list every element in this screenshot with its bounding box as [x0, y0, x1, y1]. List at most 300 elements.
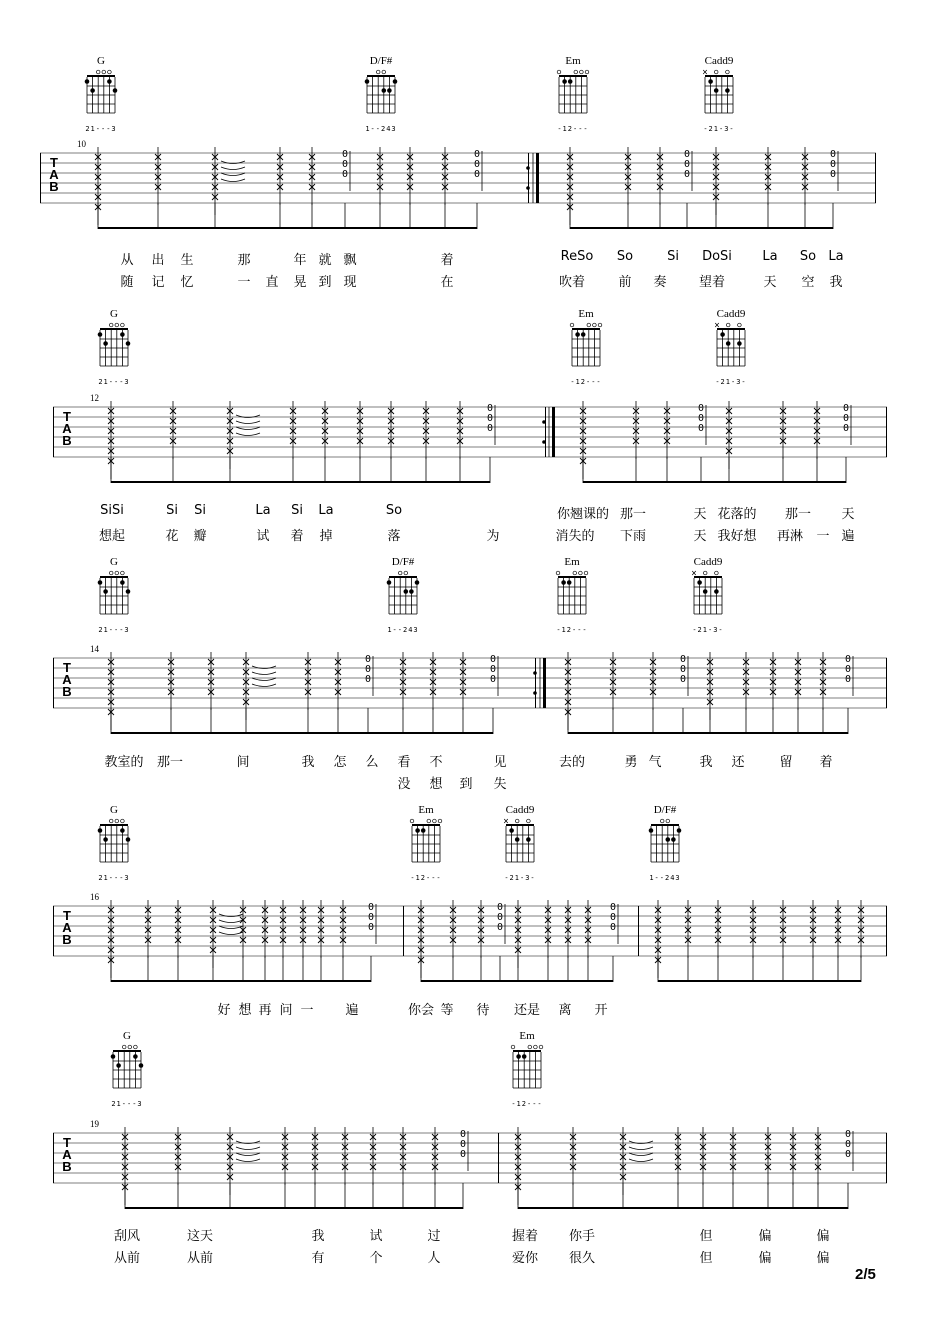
- lyric-word: 想起: [98, 529, 126, 544]
- chord-fingering: -12---: [556, 626, 588, 634]
- lyric-word: 再淋: [776, 529, 804, 544]
- lyric-word: 吹着: [558, 275, 586, 290]
- tab-beat: [814, 401, 820, 459]
- lyric-word: 着: [819, 755, 833, 770]
- tab-beat: [835, 900, 841, 958]
- tab-beat: [820, 652, 826, 710]
- lyric-word: 记: [151, 275, 165, 290]
- svg-text:0: 0: [844, 1129, 852, 1140]
- lyric-word: 见: [493, 755, 507, 770]
- lyric-word: 你手: [568, 1229, 596, 1244]
- lyric-word: 你翘课的: [556, 507, 610, 522]
- lyric-word: 一: [816, 529, 830, 544]
- tab-staff-svg: [53, 898, 887, 988]
- svg-text:0: 0: [679, 674, 687, 685]
- lyric-word: 从前: [113, 1251, 141, 1266]
- tab-beat: [442, 147, 448, 205]
- tab-beat: [342, 1127, 348, 1185]
- tab-beat: [497, 902, 505, 944]
- tab-beat: [684, 149, 692, 191]
- tab-beat: [370, 1127, 376, 1185]
- tab-beat: [610, 902, 618, 944]
- lyrics-line-1: [0, 1225, 942, 1243]
- lyric-word: SiSi: [100, 503, 124, 518]
- svg-text:0: 0: [364, 674, 372, 685]
- chord-name: Cadd9: [505, 804, 535, 816]
- lyric-word: 随: [120, 275, 134, 290]
- lyric-word: So: [799, 249, 817, 264]
- tab-beat: [280, 900, 286, 958]
- lyric-word: 勇: [624, 755, 638, 770]
- tab-beat: [175, 900, 181, 958]
- lyric-word: La: [318, 503, 334, 518]
- chord-grid: [701, 67, 737, 123]
- tab-beat: [377, 147, 383, 205]
- tab-staff-svg: [53, 650, 887, 740]
- lyric-word: 下雨: [619, 529, 647, 544]
- tab-beat: [277, 147, 283, 205]
- lyric-word: 花落的: [717, 507, 757, 522]
- tab-beat: [490, 654, 498, 696]
- tab-beat: [545, 900, 551, 958]
- svg-text:0: 0: [459, 1129, 467, 1140]
- tab-beat: [450, 900, 456, 958]
- tab-beat: [322, 401, 328, 459]
- tab-beat: [430, 652, 436, 710]
- tab-beat: [675, 1127, 681, 1185]
- lyric-word: 到: [459, 777, 473, 792]
- tab-beat: [633, 401, 639, 459]
- tab-clef-letter: B: [62, 433, 72, 448]
- tab-clef-letter: B: [62, 1159, 72, 1174]
- tab-beat: [208, 652, 214, 710]
- lyric-word: So: [385, 503, 403, 518]
- lyric-word: 怎: [333, 755, 347, 770]
- svg-text:0: 0: [679, 664, 687, 675]
- lyric-word: 还: [731, 755, 745, 770]
- tab-beat: [282, 1127, 288, 1185]
- svg-text:0: 0: [364, 654, 372, 665]
- lyric-word: 从前: [186, 1251, 214, 1266]
- lyric-word: 待: [476, 1003, 490, 1018]
- tab-staff: [53, 898, 887, 988]
- chord-fingering: 21---3: [85, 125, 117, 133]
- tab-beat: [478, 900, 484, 958]
- chord-grid: [363, 67, 399, 123]
- chord-fingering: 21---3: [98, 378, 130, 386]
- svg-text:0: 0: [473, 169, 481, 180]
- lyric-word: 刮风: [113, 1229, 141, 1244]
- chord-grid: [408, 816, 444, 872]
- lyric-word: 天: [763, 275, 777, 290]
- tab-clef-letter: T: [63, 908, 71, 923]
- chord-name: Cadd9: [704, 55, 734, 67]
- lyric-word: 离: [558, 1003, 572, 1018]
- lyrics-line-2: [0, 271, 942, 289]
- svg-text:0: 0: [679, 654, 687, 665]
- tab-staff: [40, 145, 876, 235]
- lyric-word: 还是: [513, 1003, 541, 1018]
- tab-clef-letter: A: [62, 421, 72, 436]
- lyric-word: 你会: [407, 1003, 435, 1018]
- tab-beat: [423, 401, 429, 459]
- chord-fingering: 1--243: [365, 125, 397, 133]
- lyric-word: 现: [343, 275, 357, 290]
- tab-beat: [743, 652, 749, 710]
- lyric-word: 奏: [653, 275, 667, 290]
- lyric-word: 天: [693, 507, 707, 522]
- tab-beat: [243, 652, 276, 720]
- lyric-word: 那: [237, 253, 251, 268]
- tab-beat: [309, 147, 315, 205]
- measure-number: 10: [77, 139, 86, 149]
- chord-fingering: -21-3-: [504, 874, 536, 882]
- chord-name: D/F#: [653, 804, 677, 816]
- chord-fingering: -12---: [570, 378, 602, 386]
- tab-beat: [845, 1129, 853, 1171]
- svg-text:0: 0: [844, 1149, 852, 1160]
- lyric-word: 试: [369, 1229, 383, 1244]
- tab-beat: [815, 1127, 821, 1185]
- lyric-word: 没: [397, 777, 411, 792]
- lyric-word: 那一: [156, 755, 184, 770]
- chord-name: Em: [418, 804, 434, 816]
- tab-beat: [610, 652, 616, 710]
- tab-staff-svg: [40, 145, 876, 235]
- tab-beat: [585, 900, 591, 958]
- tab-beat: [340, 900, 346, 958]
- tab-beat: [145, 900, 151, 958]
- svg-text:0: 0: [496, 922, 504, 933]
- lyric-word: 想: [429, 777, 443, 792]
- lyric-word: Si: [194, 503, 206, 518]
- tab-beat: [830, 149, 838, 191]
- tab-beat: [227, 1127, 260, 1195]
- svg-text:0: 0: [842, 413, 850, 424]
- lyric-word: 我好想: [717, 529, 757, 544]
- svg-text:0: 0: [367, 922, 375, 933]
- chord-name: D/F#: [369, 55, 393, 67]
- lyric-word: 着: [440, 253, 454, 268]
- tab-beat: [400, 652, 406, 710]
- chord-name: G: [123, 1030, 131, 1042]
- chord-grid: [83, 67, 119, 123]
- tab-beat: [664, 401, 670, 459]
- tab-beat: [400, 1127, 406, 1185]
- tab-beat: [795, 652, 801, 710]
- lyric-word: 飘: [343, 253, 357, 268]
- tab-beat: [170, 401, 176, 459]
- chord-fingering: 1--243: [387, 626, 419, 634]
- lyric-word: 天: [693, 529, 707, 544]
- svg-text:0: 0: [842, 423, 850, 434]
- lyric-word: 从: [120, 253, 134, 268]
- lyric-word: 落: [387, 529, 401, 544]
- measure-number: 19: [90, 1119, 99, 1129]
- svg-text:0: 0: [844, 1139, 852, 1150]
- svg-text:0: 0: [459, 1139, 467, 1150]
- lyric-word: 到: [318, 275, 332, 290]
- tab-beat: [698, 403, 706, 445]
- chord-name: G: [97, 55, 105, 67]
- chord-grid: [690, 568, 726, 624]
- tab-beat: [175, 1127, 181, 1185]
- chord-grid: [555, 67, 591, 123]
- lyric-word: 掉: [319, 529, 333, 544]
- tab-beat: [858, 900, 864, 958]
- lyric-word: 但: [699, 1251, 713, 1266]
- lyric-word: 等: [440, 1003, 454, 1018]
- lyric-word: 出: [151, 253, 165, 268]
- tab-beat: [765, 147, 771, 205]
- chord-name: Cadd9: [693, 556, 723, 568]
- chord-name: Em: [519, 1030, 535, 1042]
- svg-text:0: 0: [842, 403, 850, 414]
- svg-text:0: 0: [473, 159, 481, 170]
- tab-staff: [53, 650, 887, 740]
- tab-beat: [565, 900, 571, 958]
- lyric-word: 消失的: [555, 529, 595, 544]
- lyric-word: 忆: [180, 275, 194, 290]
- lyric-word: 气: [648, 755, 662, 770]
- lyric-word: 个: [369, 1251, 383, 1266]
- tab-beat: [155, 147, 161, 205]
- chord-grid: [568, 320, 604, 376]
- svg-text:0: 0: [473, 149, 481, 160]
- lyric-word: La: [255, 503, 271, 518]
- lyric-word: 花: [165, 529, 179, 544]
- svg-text:0: 0: [489, 674, 497, 685]
- svg-text:0: 0: [486, 423, 494, 434]
- lyric-word: 一: [300, 1003, 314, 1018]
- chord-fingering: 21---3: [111, 1100, 143, 1108]
- tab-beat: [388, 401, 394, 459]
- lyric-word: 遍: [841, 529, 855, 544]
- lyric-word: 不: [429, 755, 443, 770]
- lyric-word: 在: [440, 275, 454, 290]
- lyric-word: Si: [166, 503, 178, 518]
- lyric-word: 好: [217, 1003, 231, 1018]
- svg-text:0: 0: [367, 902, 375, 913]
- lyric-word: 偏: [758, 1229, 772, 1244]
- chord-fingering: -12---: [410, 874, 442, 882]
- chord-grid: [385, 568, 421, 624]
- tab-beat: [312, 1127, 318, 1185]
- chord-grid: [554, 568, 590, 624]
- lyric-word: 天: [841, 507, 855, 522]
- tab-clef-letter: T: [63, 660, 71, 675]
- lyric-word: Si: [667, 249, 679, 264]
- tab-beat: [365, 654, 373, 696]
- chord-grid: [647, 816, 683, 872]
- tab-beat: [432, 1127, 438, 1185]
- tab-beat: [680, 654, 688, 696]
- svg-text:0: 0: [683, 159, 691, 170]
- tab-beat: [650, 652, 656, 710]
- lyrics-line-2: [0, 1247, 942, 1265]
- tab-beat: [780, 401, 786, 459]
- lyric-word: 瓣: [193, 529, 207, 544]
- svg-text:0: 0: [489, 664, 497, 675]
- svg-text:0: 0: [609, 912, 617, 923]
- tab-beat: [305, 652, 311, 710]
- svg-text:0: 0: [496, 912, 504, 923]
- chord-fingering: 21---3: [98, 874, 130, 882]
- svg-text:0: 0: [829, 169, 837, 180]
- tab-beat: [300, 900, 306, 958]
- chord-fingering: -12---: [511, 1100, 543, 1108]
- svg-text:0: 0: [486, 403, 494, 414]
- lyric-word: 我: [829, 275, 843, 290]
- svg-text:0: 0: [844, 654, 852, 665]
- svg-text:0: 0: [489, 654, 497, 665]
- lyric-word: 人: [427, 1251, 441, 1266]
- svg-text:0: 0: [341, 169, 349, 180]
- lyric-word: 就: [318, 253, 332, 268]
- tab-beat: [845, 654, 853, 696]
- svg-text:0: 0: [609, 922, 617, 933]
- tab-beat: [168, 652, 174, 710]
- tab-beat: [700, 1127, 706, 1185]
- tab-clef-letter: A: [62, 1147, 72, 1162]
- tab-clef-letter: A: [62, 920, 72, 935]
- tab-beat: [357, 401, 363, 459]
- svg-text:0: 0: [496, 902, 504, 913]
- chord-grid: [96, 320, 132, 376]
- tab-beat: [407, 147, 413, 205]
- lyric-word: 那一: [784, 507, 812, 522]
- tab-beat: [457, 401, 463, 459]
- lyric-word: 但: [699, 1229, 713, 1244]
- chord-name: G: [110, 308, 118, 320]
- lyrics-line-1: [0, 503, 942, 521]
- tab-beat: [262, 900, 268, 958]
- svg-text:0: 0: [341, 149, 349, 160]
- lyric-word: 遍: [345, 1003, 359, 1018]
- svg-text:0: 0: [683, 169, 691, 180]
- chord-name: Em: [564, 556, 580, 568]
- svg-text:0: 0: [367, 912, 375, 923]
- svg-text:0: 0: [459, 1149, 467, 1160]
- lyric-word: 想: [238, 1003, 252, 1018]
- lyric-word: 着: [290, 529, 304, 544]
- tab-beat: [625, 147, 631, 205]
- tab-clef-letter: B: [49, 179, 59, 194]
- svg-text:0: 0: [364, 664, 372, 675]
- svg-text:0: 0: [341, 159, 349, 170]
- lyric-word: 直: [265, 275, 279, 290]
- svg-text:0: 0: [697, 403, 705, 414]
- svg-text:0: 0: [844, 674, 852, 685]
- tab-beat: [765, 1127, 771, 1185]
- measure-number: 12: [90, 393, 99, 403]
- tab-beat: [790, 1127, 796, 1185]
- tab-clef-letter: T: [50, 155, 58, 170]
- lyric-word: 看: [397, 755, 411, 770]
- chord-grid: [109, 1042, 145, 1098]
- chord-fingering: -21-3-: [692, 626, 724, 634]
- svg-text:0: 0: [697, 413, 705, 424]
- lyric-word: 我: [699, 755, 713, 770]
- chord-name: D/F#: [391, 556, 415, 568]
- chord-grid: [713, 320, 749, 376]
- svg-text:0: 0: [829, 159, 837, 170]
- lyric-word: 很久: [568, 1251, 596, 1266]
- lyric-word: 年: [293, 253, 307, 268]
- lyric-word: 失: [493, 777, 507, 792]
- chord-grid: [96, 568, 132, 624]
- svg-text:0: 0: [486, 413, 494, 424]
- lyric-word: 偏: [758, 1251, 772, 1266]
- lyrics-line-2: [0, 525, 942, 543]
- chord-name: G: [110, 556, 118, 568]
- tab-beat: [227, 401, 260, 469]
- tab-clef-letter: A: [49, 167, 59, 182]
- lyric-word: 么: [365, 755, 379, 770]
- lyrics-line-1: [0, 999, 942, 1017]
- tab-beat: [715, 900, 721, 958]
- lyric-word: 过: [427, 1229, 441, 1244]
- tab-beat: [460, 1129, 468, 1171]
- lyric-word: 空: [801, 275, 815, 290]
- page-number: 2/5: [855, 1266, 876, 1283]
- chord-grid: [502, 816, 538, 872]
- tab-beat: [770, 652, 776, 710]
- tab-beat: [657, 147, 663, 205]
- tab-staff-svg: [53, 399, 887, 489]
- lyric-word: 晃: [293, 275, 307, 290]
- lyric-word: 我: [311, 1229, 325, 1244]
- lyric-word: 望着: [698, 275, 726, 290]
- chord-name: G: [110, 804, 118, 816]
- tab-staff: [53, 399, 887, 489]
- tab-beat: [685, 900, 691, 958]
- tab-beat: [212, 147, 245, 215]
- chord-name: Cadd9: [716, 308, 746, 320]
- tab-beat: [487, 403, 495, 445]
- tab-clef-letter: B: [62, 684, 72, 699]
- lyric-word: 我: [301, 755, 315, 770]
- lyric-word: 教室的: [104, 755, 144, 770]
- svg-text:0: 0: [697, 423, 705, 434]
- lyric-word: La: [762, 249, 778, 264]
- tab-beat: [335, 652, 341, 710]
- lyric-word: Si: [291, 503, 303, 518]
- lyric-word: DoSi: [702, 249, 732, 264]
- lyric-word: 生: [180, 253, 194, 268]
- tab-beat: [474, 149, 482, 191]
- tab-beat: [750, 900, 756, 958]
- tab-beat: [240, 900, 246, 958]
- lyric-word: 为: [486, 529, 500, 544]
- chord-grid: [509, 1042, 545, 1098]
- lyric-word: 偏: [816, 1229, 830, 1244]
- lyric-word: 那一: [619, 507, 647, 522]
- lyric-word: La: [828, 249, 844, 264]
- lyric-word: 问: [279, 1003, 293, 1018]
- tab-beat: [368, 902, 376, 944]
- tab-beat: [802, 147, 808, 205]
- lyric-word: 去的: [558, 755, 586, 770]
- tab-clef-letter: T: [63, 409, 71, 424]
- lyric-word: 留: [779, 755, 793, 770]
- lyric-word: 前: [618, 275, 632, 290]
- svg-text:0: 0: [844, 664, 852, 675]
- lyric-word: 这天: [186, 1229, 214, 1244]
- measure-number: 16: [90, 892, 99, 902]
- lyrics-line-1: [0, 249, 942, 267]
- lyric-word: 再: [258, 1003, 272, 1018]
